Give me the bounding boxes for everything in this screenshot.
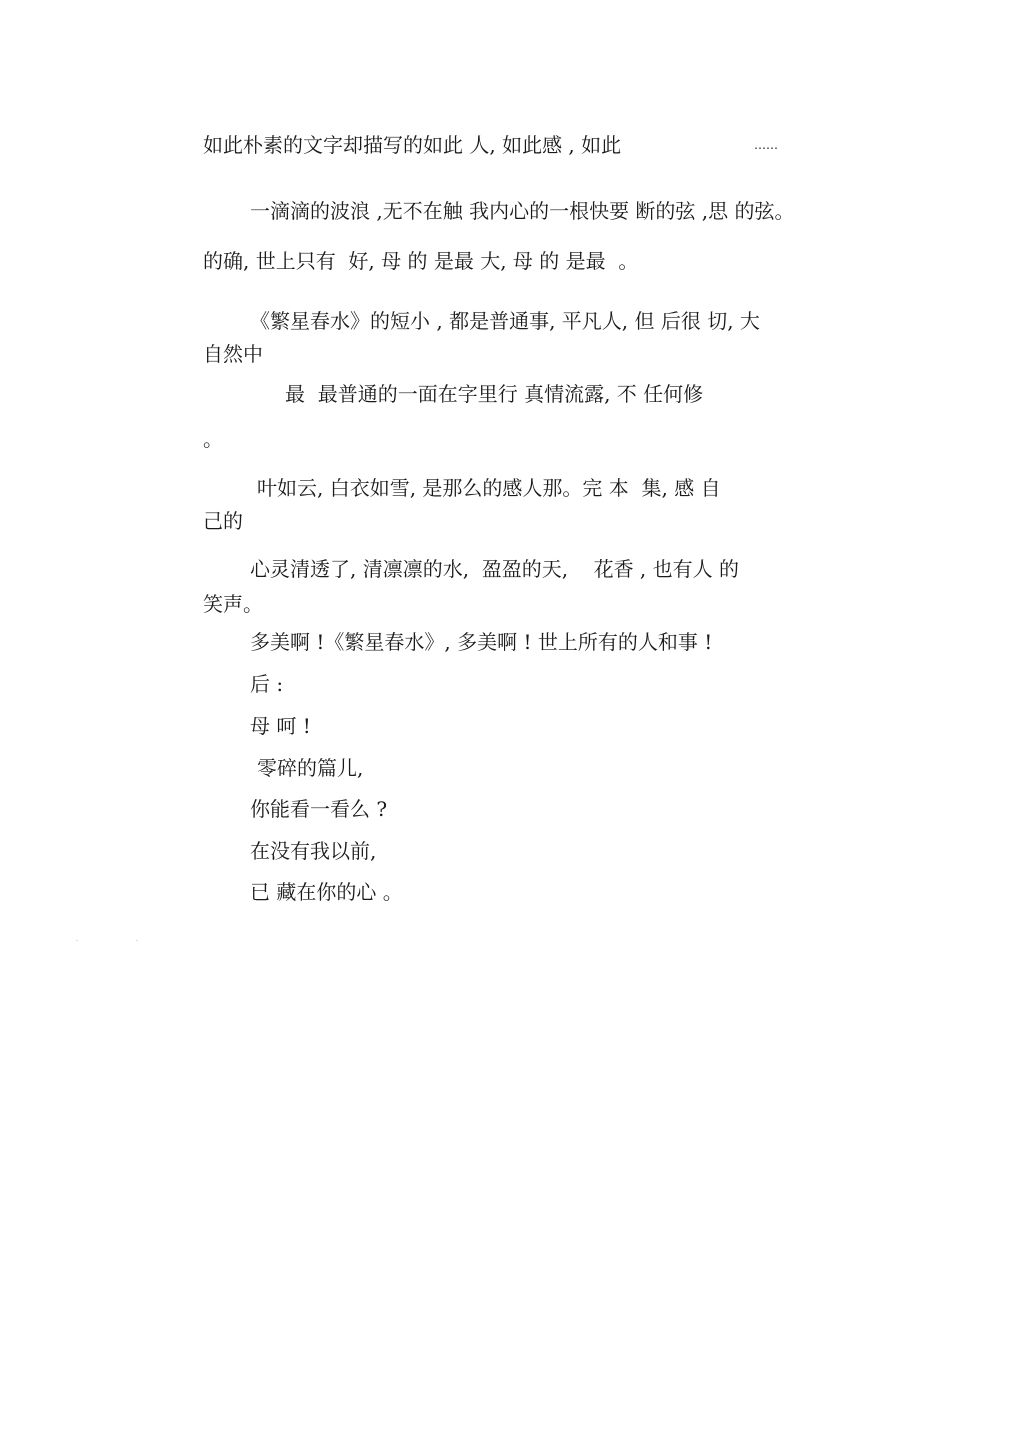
text-line-15: 零碎的篇儿,	[257, 756, 364, 780]
text-line-13: 后 :	[250, 672, 284, 696]
text-line-11: 笑声。	[203, 592, 263, 616]
text-line-1: 如此朴素的文字却描写的如此 人, 如此感 , 如此	[203, 133, 622, 157]
text-line-12: 多美啊 !《繁星春水》, 多美啊 ! 世上所有的人和事 !	[250, 630, 713, 654]
text-line-6: 最 最普通的一面在字里行 真情流露, 不 任何修	[285, 382, 704, 406]
text-line-2: 一滴滴的波浪 ,无不在触 我内心的一根快要 断的弦 ,思 的弦。	[250, 199, 795, 223]
ellipsis-mark: ……	[754, 138, 778, 152]
text-line-8: 叶如云, 白衣如雪, 是那么的感人那。完 本 集, 感 自	[257, 476, 721, 500]
text-line-5: 自然中	[203, 342, 263, 366]
text-line-4: 《繁星春水》的短小 , 都是普通事, 平凡人, 但 后很 切, 大	[250, 309, 760, 333]
text-line-17: 在没有我以前,	[250, 839, 377, 863]
scan-speck	[136, 940, 138, 941]
text-line-14: 母 呵 !	[250, 714, 311, 738]
text-line-16: 你能看一看么 ?	[250, 797, 388, 821]
text-line-7: 。	[203, 427, 223, 451]
text-line-9: 己的	[203, 509, 243, 533]
text-line-18: 已 藏在你的心 。	[250, 880, 403, 904]
text-line-10: 心灵清透了, 清凛凛的水, 盈盈的天, 花香 , 也有人 的	[250, 557, 740, 581]
scan-speck	[76, 940, 78, 941]
text-line-3: 的确, 世上只有 好, 母 的 是最 大, 母 的 是最 。	[203, 249, 639, 273]
